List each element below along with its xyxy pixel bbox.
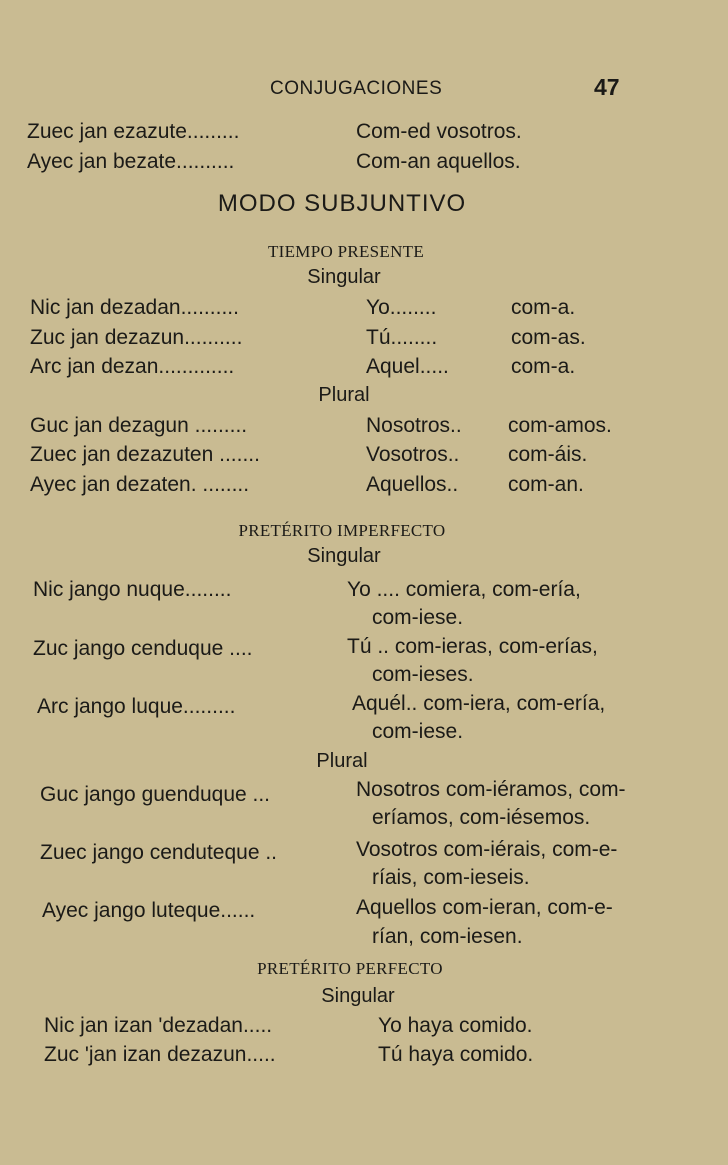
tense-heading: PRETÉRITO PERFECTO <box>257 959 443 978</box>
mood-heading: MODO SUBJUNTIVO <box>217 190 467 217</box>
basque-line: Zuec jan dezazuten ....... <box>30 443 260 466</box>
spanish-continuation: com-iese. <box>372 720 464 743</box>
spanish-continuation: eríamos, com-iésemos. <box>372 806 591 829</box>
pronoun: Nosotros.. <box>366 414 462 437</box>
basque-line: Nic jan dezadan.......... <box>30 296 239 319</box>
pronoun: Aquel..... <box>366 355 449 378</box>
pronoun: Tú........ <box>366 326 438 349</box>
number-label: Singular <box>307 545 381 567</box>
tense-heading: TIEMPO PRESENTE <box>267 242 425 261</box>
number-label: Singular <box>307 266 381 288</box>
verb-form: com-a. <box>511 355 576 378</box>
spanish-continuation: ríais, com-ieseis. <box>372 866 530 889</box>
basque-line: Zuc jango cenduque .... <box>33 637 253 660</box>
pronoun: Yo........ <box>366 296 437 319</box>
verb-form: com-an. <box>508 473 584 496</box>
spanish-line: Tú .. com-ieras, com-erías, <box>347 635 598 658</box>
verb-form: com-áis. <box>508 443 588 466</box>
verb-form: com-as. <box>511 326 586 349</box>
basque-line: Arc jango luque......... <box>37 695 236 718</box>
spanish-continuation: com-iese. <box>372 606 464 629</box>
spanish-continuation: rían, com-iesen. <box>372 925 523 948</box>
running-header: CONJUGACIONES <box>270 78 443 99</box>
pronoun: Vosotros.. <box>366 443 460 466</box>
basque-line: Arc jan dezan............. <box>30 355 235 378</box>
pronoun: Aquellos.. <box>366 473 459 496</box>
basque-line: Zuc jan dezazun.......... <box>30 326 243 349</box>
spanish-line: Yo haya comido. <box>378 1014 533 1037</box>
spanish-line: Aquél.. com-iera, com-ería, <box>352 692 606 715</box>
spanish-line: Com-an aquellos. <box>356 150 521 173</box>
basque-line: Zuec jan ezazute......... <box>27 120 240 143</box>
spanish-line: Aquellos com-ieran, com-e- <box>356 896 613 919</box>
basque-line: Nic jango nuque........ <box>33 578 232 601</box>
basque-line: Zuec jango cenduteque .. <box>40 841 278 864</box>
basque-line: Guc jango guenduque ... <box>40 783 271 806</box>
tense-heading: PRETÉRITO IMPERFECTO <box>238 521 446 540</box>
basque-line: Ayec jango luteque...... <box>42 899 256 922</box>
basque-line: Guc jan dezagun ......... <box>30 414 248 437</box>
page-number: 47 <box>594 74 620 100</box>
number-label: Plural <box>316 750 368 772</box>
basque-line: Ayec jan dezaten. ........ <box>30 473 250 496</box>
spanish-line: Com-ed vosotros. <box>356 120 522 143</box>
verb-form: com-amos. <box>508 414 612 437</box>
verb-form: com-a. <box>511 296 576 319</box>
spanish-line: Yo .... comiera, com-ería, <box>347 578 581 601</box>
basque-line: Zuc 'jan izan dezazun..... <box>44 1043 276 1066</box>
spanish-line: Vosotros com-iérais, com-e- <box>356 838 618 861</box>
spanish-line: Nosotros com-iéramos, com- <box>356 778 626 801</box>
basque-line: Ayec jan bezate.......... <box>27 150 235 173</box>
basque-line: Nic jan izan 'dezadan..... <box>44 1014 273 1037</box>
number-label: Plural <box>318 384 370 406</box>
spanish-line: Tú haya comido. <box>378 1043 534 1066</box>
number-label: Singular <box>321 985 395 1007</box>
spanish-continuation: com-ieses. <box>372 663 474 686</box>
